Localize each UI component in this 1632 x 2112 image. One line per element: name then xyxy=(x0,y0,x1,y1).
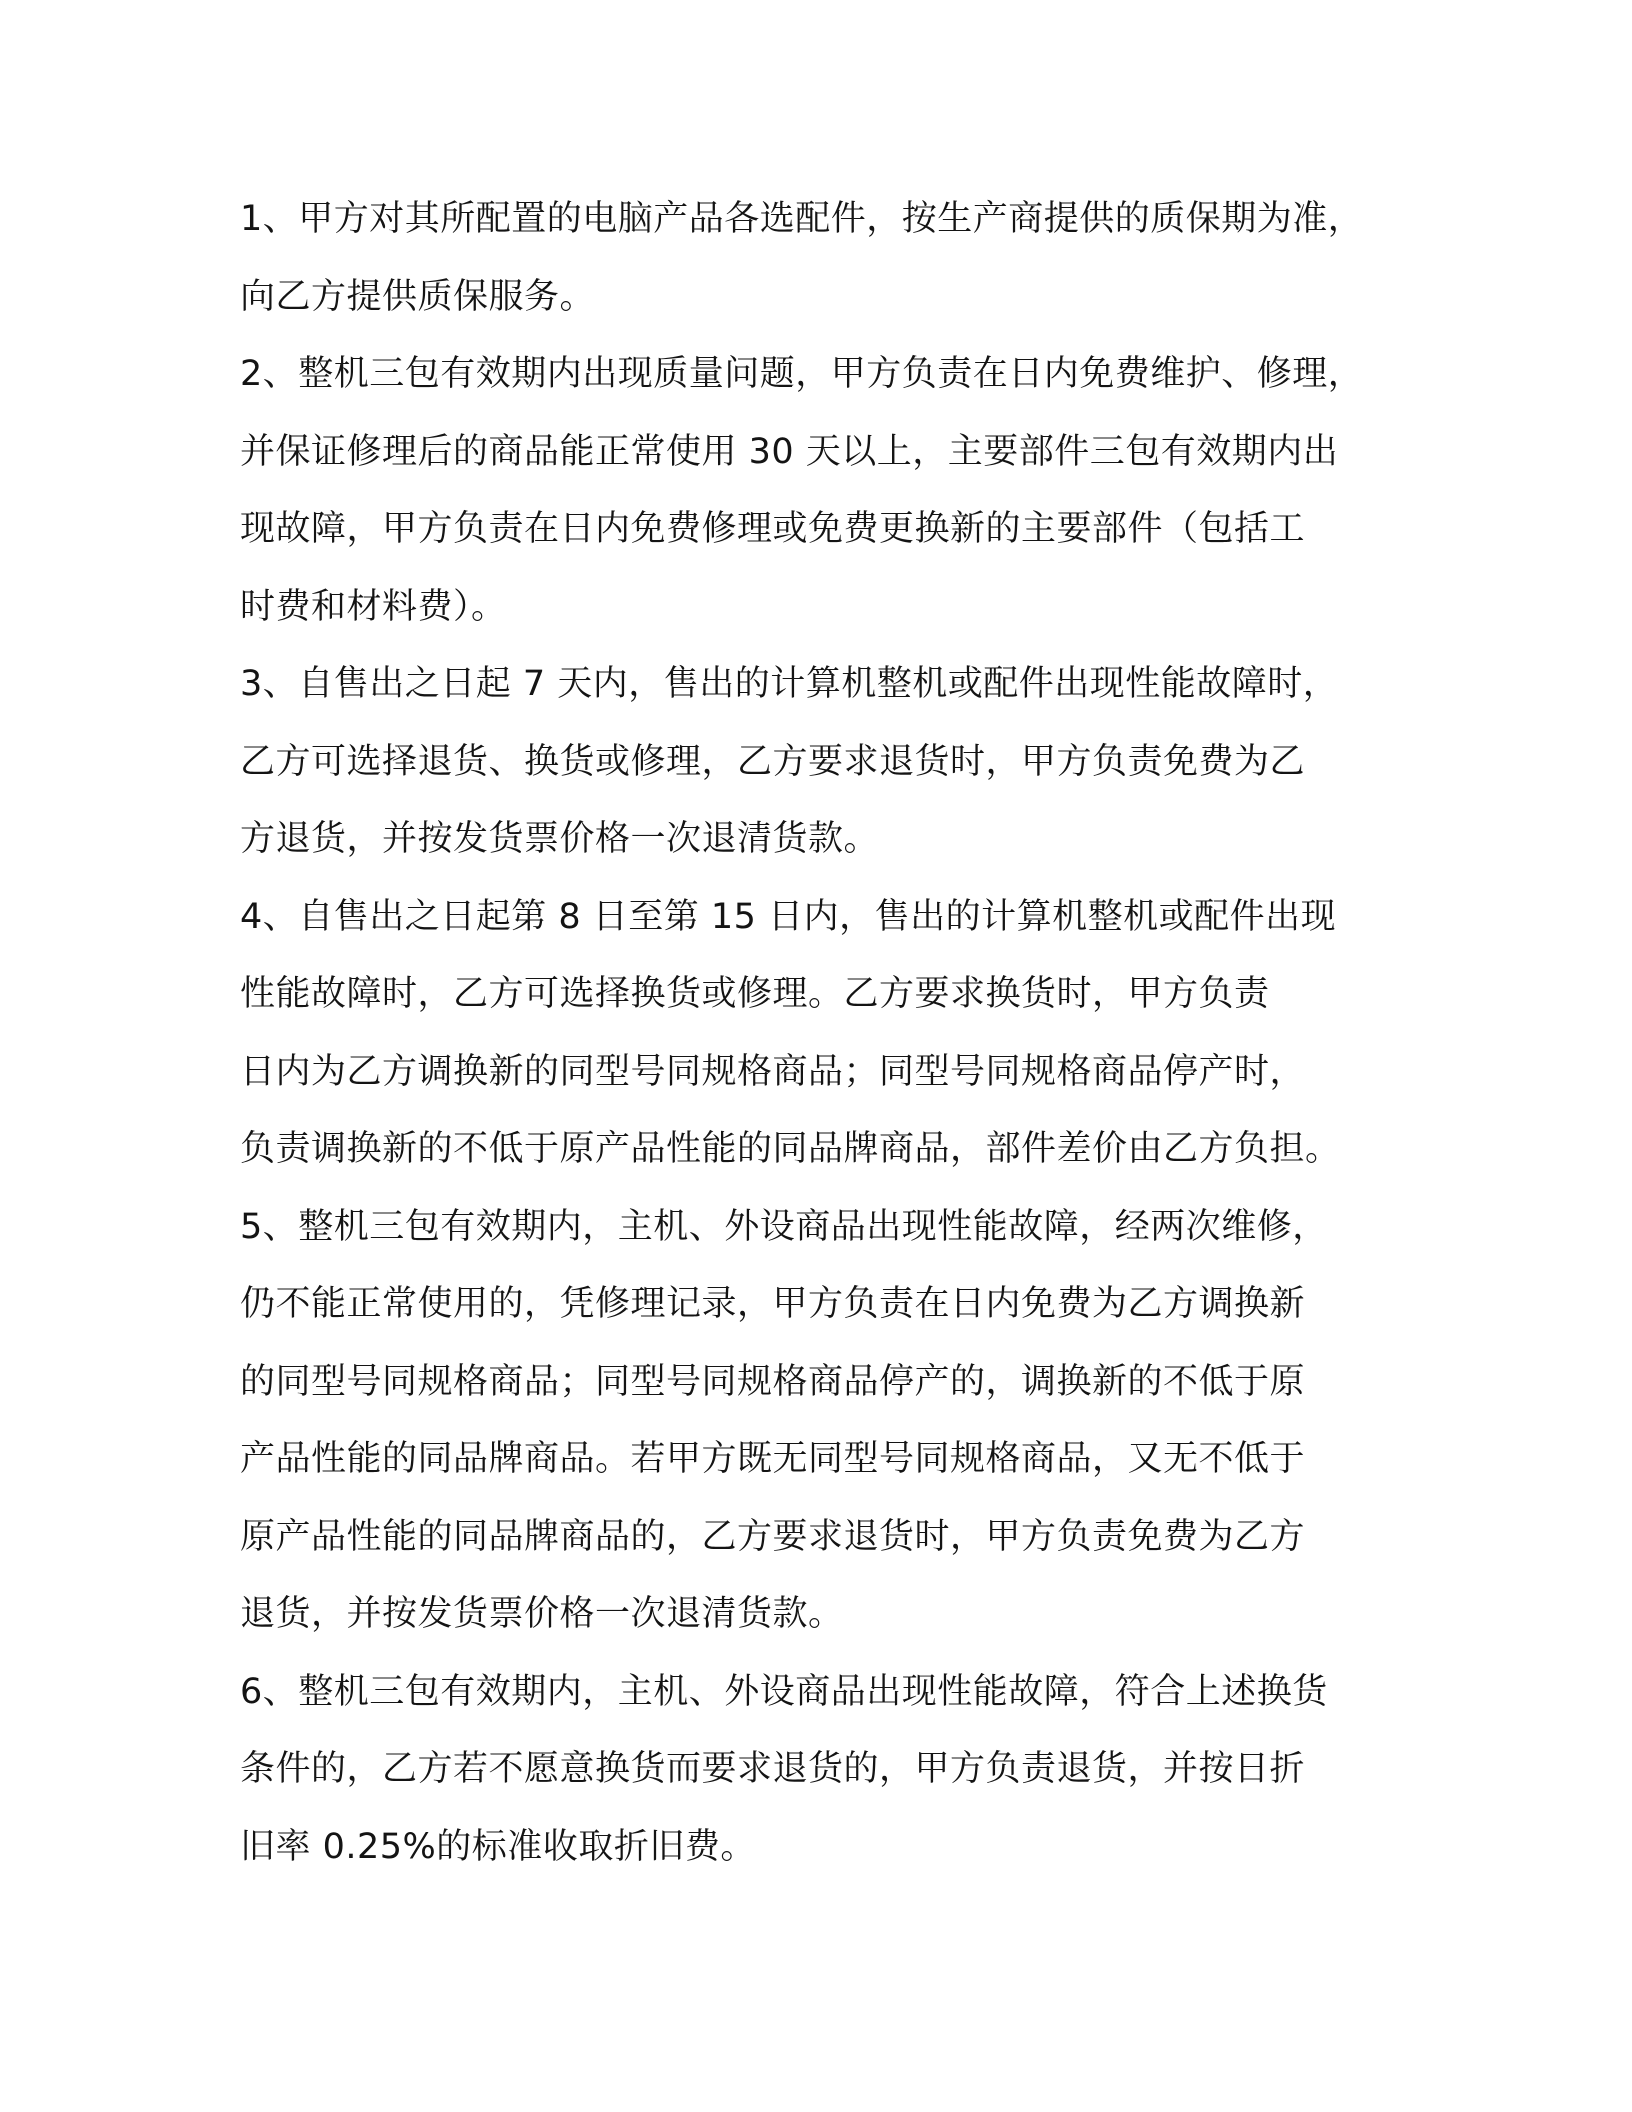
text-line: 现故障，甲方负责在日内免费修理或免费更换新的主要部件（包括工 xyxy=(240,509,1306,549)
text-line: 负责调换新的不低于原产品性能的同品牌商品，部件差价由乙方负担。 xyxy=(240,1129,1341,1169)
document-body xyxy=(240,187,1440,1892)
text-line: 产品性能的同品牌商品。若甲方既无同型号同规格商品，又无不低于 xyxy=(240,1439,1306,1479)
text-line: 向乙方提供质保服务。 xyxy=(240,276,596,317)
text-line: 原产品性能的同品牌商品的，乙方要求退货时，甲方负责免费为乙方 xyxy=(240,1516,1306,1557)
text-line: 1、甲方对其所配置的电脑产品各选配件，按生产商提供的质保期为准， xyxy=(240,199,1364,239)
text-line: 时费和材料费）。 xyxy=(240,586,507,627)
text-line: 5、整机三包有效期内，主机、外设商品出现性能故障，经两次维修， xyxy=(240,1206,1328,1247)
text-line: 日内为乙方调换新的同型号同规格商品；同型号同规格商品停产时， xyxy=(240,1051,1306,1092)
text-line: 乙方可选择退货、换货或修理，乙方要求退货时，甲方负责免费为乙 xyxy=(240,741,1306,782)
text-line: 条件的，乙方若不愿意换货而要求退货的，甲方负责退货，并按日折 xyxy=(240,1749,1306,1789)
text-line: 方退货，并按发货票价格一次退清货款。 xyxy=(240,819,880,859)
text-line: 退货，并按发货票价格一次退清货款。 xyxy=(240,1594,844,1634)
text-line: 的同型号同规格商品；同型号同规格商品停产的，调换新的不低于原 xyxy=(240,1361,1306,1402)
text-line: 4、自售出之日起第 8 日至第 15 日内，售出的计算机整机或配件出现 xyxy=(240,896,1337,937)
text-line: 性能故障时，乙方可选择换货或修理。乙方要求换货时，甲方负责 xyxy=(240,974,1270,1014)
text-line: 2、整机三包有效期内出现质量问题，甲方负责在日内免费维护、修理， xyxy=(240,354,1364,394)
text-line: 并保证修理后的商品能正常使用 30 天以上，主要部件三包有效期内出 xyxy=(240,431,1339,472)
text-line: 仍不能正常使用的，凭修理记录，甲方负责在日内免费为乙方调换新 xyxy=(240,1284,1306,1324)
text-line: 6、整机三包有效期内，主机、外设商品出现性能故障，符合上述换货 xyxy=(240,1671,1328,1712)
text-line: 3、自售出之日起 7 天内，售出的计算机整机或配件出现性能故障时， xyxy=(240,664,1339,704)
text-line: 旧率 0.25%的标准收取折旧费。 xyxy=(240,1826,756,1867)
